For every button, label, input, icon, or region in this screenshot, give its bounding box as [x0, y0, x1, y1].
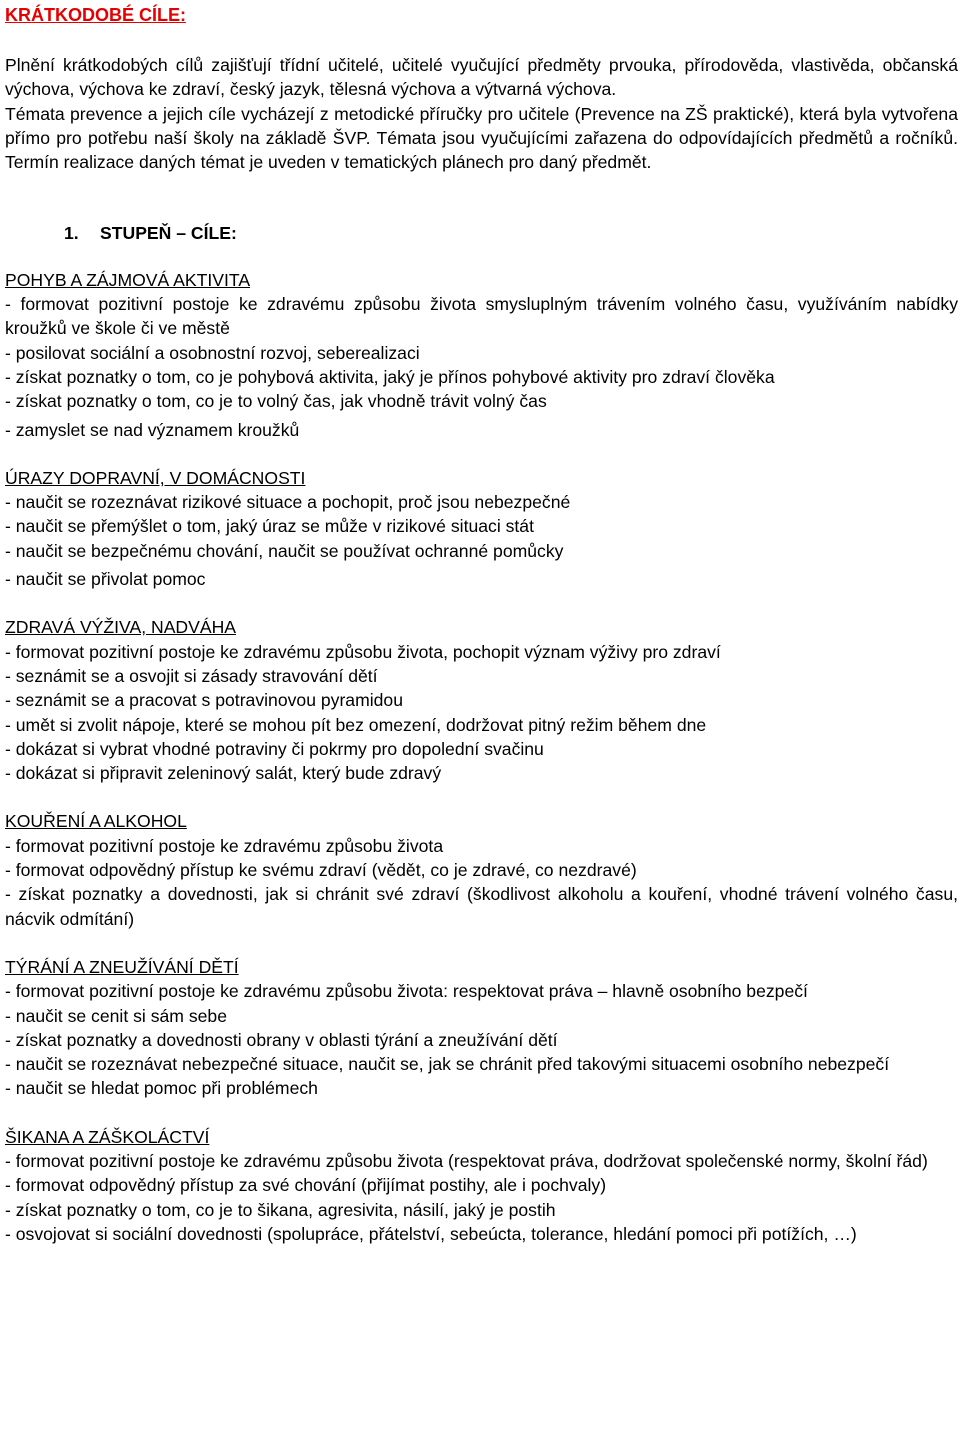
section-title: POHYB A ZÁJMOVÁ AKTIVITA [5, 269, 251, 290]
list-item: - seznámit se a pracovat s potravinovou pyramidou [5, 690, 404, 711]
section-title: KOUŘENÍ A ALKOHOL [5, 811, 187, 832]
list-item: - formovat odpovědný přístup ke svému zdraví (vědět, co je zdravé, co nezdravé) [5, 860, 637, 881]
section-vyziva [5, 615, 958, 785]
section-title: TÝRÁNÍ A ZNEUŽÍVÁNÍ DĚTÍ [5, 956, 239, 977]
section-title: ÚRAZY DOPRAVNÍ, V DOMÁCNOSTI [5, 467, 306, 488]
section-urazy [5, 466, 958, 591]
list-item: - formovat pozitivní postoje ke zdravému způsobu života: respektovat práva – hlavně osobního bezpečí [5, 981, 808, 1002]
list-item: - získat poznatky o tom, co je to volný čas, jak vhodně trávit volný čas [5, 391, 547, 412]
list-item: - dokázat si vybrat vhodné potraviny či pokrmy pro dopolední svačinu [5, 738, 544, 759]
list-item: - posilovat sociální a osobnostní rozvoj, seberealizaci [5, 342, 420, 363]
list-item: - umět si zvolit nápoje, které se mohou pít bez omezení, dodržovat pitný režim během dne [5, 714, 707, 735]
stage-title: STUPEŇ – CÍLE: [100, 223, 237, 244]
intro-paragraph-1: Plnění krátkodobých cílů zajišťují třídní učitelé, učitelé vyučující předměty prvouka, přírodověda, vlastivěda, občanská výchova, výchova ke zdraví, český jazyk, tělesná výchova a výtvarná výchova. [5, 55, 958, 100]
section-koureni [5, 809, 958, 930]
list-item: - naučit se rozeznávat rizikové situace a pochopit, proč jsou nebezpečné [5, 492, 571, 513]
list-item: - získat poznatky a dovednosti obrany v oblasti týrání a zneužívání dětí [5, 1029, 558, 1050]
intro-paragraph-2: Témata prevence a jejich cíle vycházejí z metodické příručky pro učitele (Prevence na ZŠ praktické), která byla vytvořena přímo pro potřebu naší školy na základě ŠVP. Témata jsou vyučujícími zařazena do odpovídajících předmětů a ročníků. Termín realizace daných témat je uveden v tematických plánech pro daný předmět. [5, 103, 958, 173]
list-item: - seznámit se a osvojit si zásady stravování dětí [5, 665, 378, 686]
stage-heading [5, 221, 958, 245]
list-item: - formovat pozitivní postoje ke zdravému způsobu života, pochopit význam výživy pro zdraví [5, 641, 721, 662]
list-item: - zamyslet se nad významem kroužků [5, 419, 300, 440]
list-item: - formovat pozitivní postoje ke zdravému způsobu života smysluplným trávením volného času, využíváním nabídky kroužků ve škole či ve městě [5, 294, 958, 339]
list-item: - naučit se bezpečnému chování, naučit se používat ochranné pomůcky [5, 540, 564, 561]
list-item: - získat poznatky a dovednosti, jak si chránit své zdraví (škodlivost alkoholu a kouření, vhodné trávení volného času, nácvik odmítání) [5, 884, 958, 929]
list-item: - naučit se cenit si sám sebe [5, 1005, 227, 1026]
list-item: - osvojovat si sociální dovednosti (spolupráce, přátelství, sebeúcta, tolerance, hledání pomoci při potížích, …) [5, 1223, 857, 1244]
list-item: - naučit se přemýšlet o tom, jaký úraz se může v rizikové situaci stát [5, 516, 534, 537]
section-pohyb [5, 268, 958, 442]
list-item: - získat poznatky o tom, co je to šikana, agresivita, násilí, jaký je postih [5, 1199, 556, 1220]
stage-number: 1. [64, 223, 79, 244]
section-tyrani [5, 955, 958, 1101]
list-item: - naučit se rozeznávat nebezpečné situace, naučit se, jak se chránit před takovými situacemi osobního nebezpečí [5, 1054, 890, 1075]
section-title: ZDRAVÁ VÝŽIVA, NADVÁHA [5, 617, 237, 638]
list-item: - formovat odpovědný přístup za své chování (přijímat postihy, ale i pochvaly) [5, 1175, 607, 1196]
list-item: - naučit se hledat pomoc při problémech [5, 1078, 318, 1099]
section-sikana [5, 1125, 958, 1246]
list-item: - naučit se přivolat pomoc [5, 569, 206, 590]
list-item: - získat poznatky o tom, co je pohybová aktivita, jaký je přínos pohybové aktivity pro zdraví člověka [5, 366, 775, 387]
section-title: ŠIKANA A ZÁŠKOLÁCTVÍ [5, 1126, 210, 1147]
list-item: - formovat pozitivní postoje ke zdravému způsobu života [5, 835, 444, 856]
list-item: - dokázat si připravit zeleninový salát, který bude zdravý [5, 763, 442, 784]
list-item: - formovat pozitivní postoje ke zdravému způsobu života (respektovat práva, dodržovat společenské normy, školní řád) [5, 1150, 928, 1171]
page-title: KRÁTKODOBÉ CÍLE: [5, 5, 186, 25]
